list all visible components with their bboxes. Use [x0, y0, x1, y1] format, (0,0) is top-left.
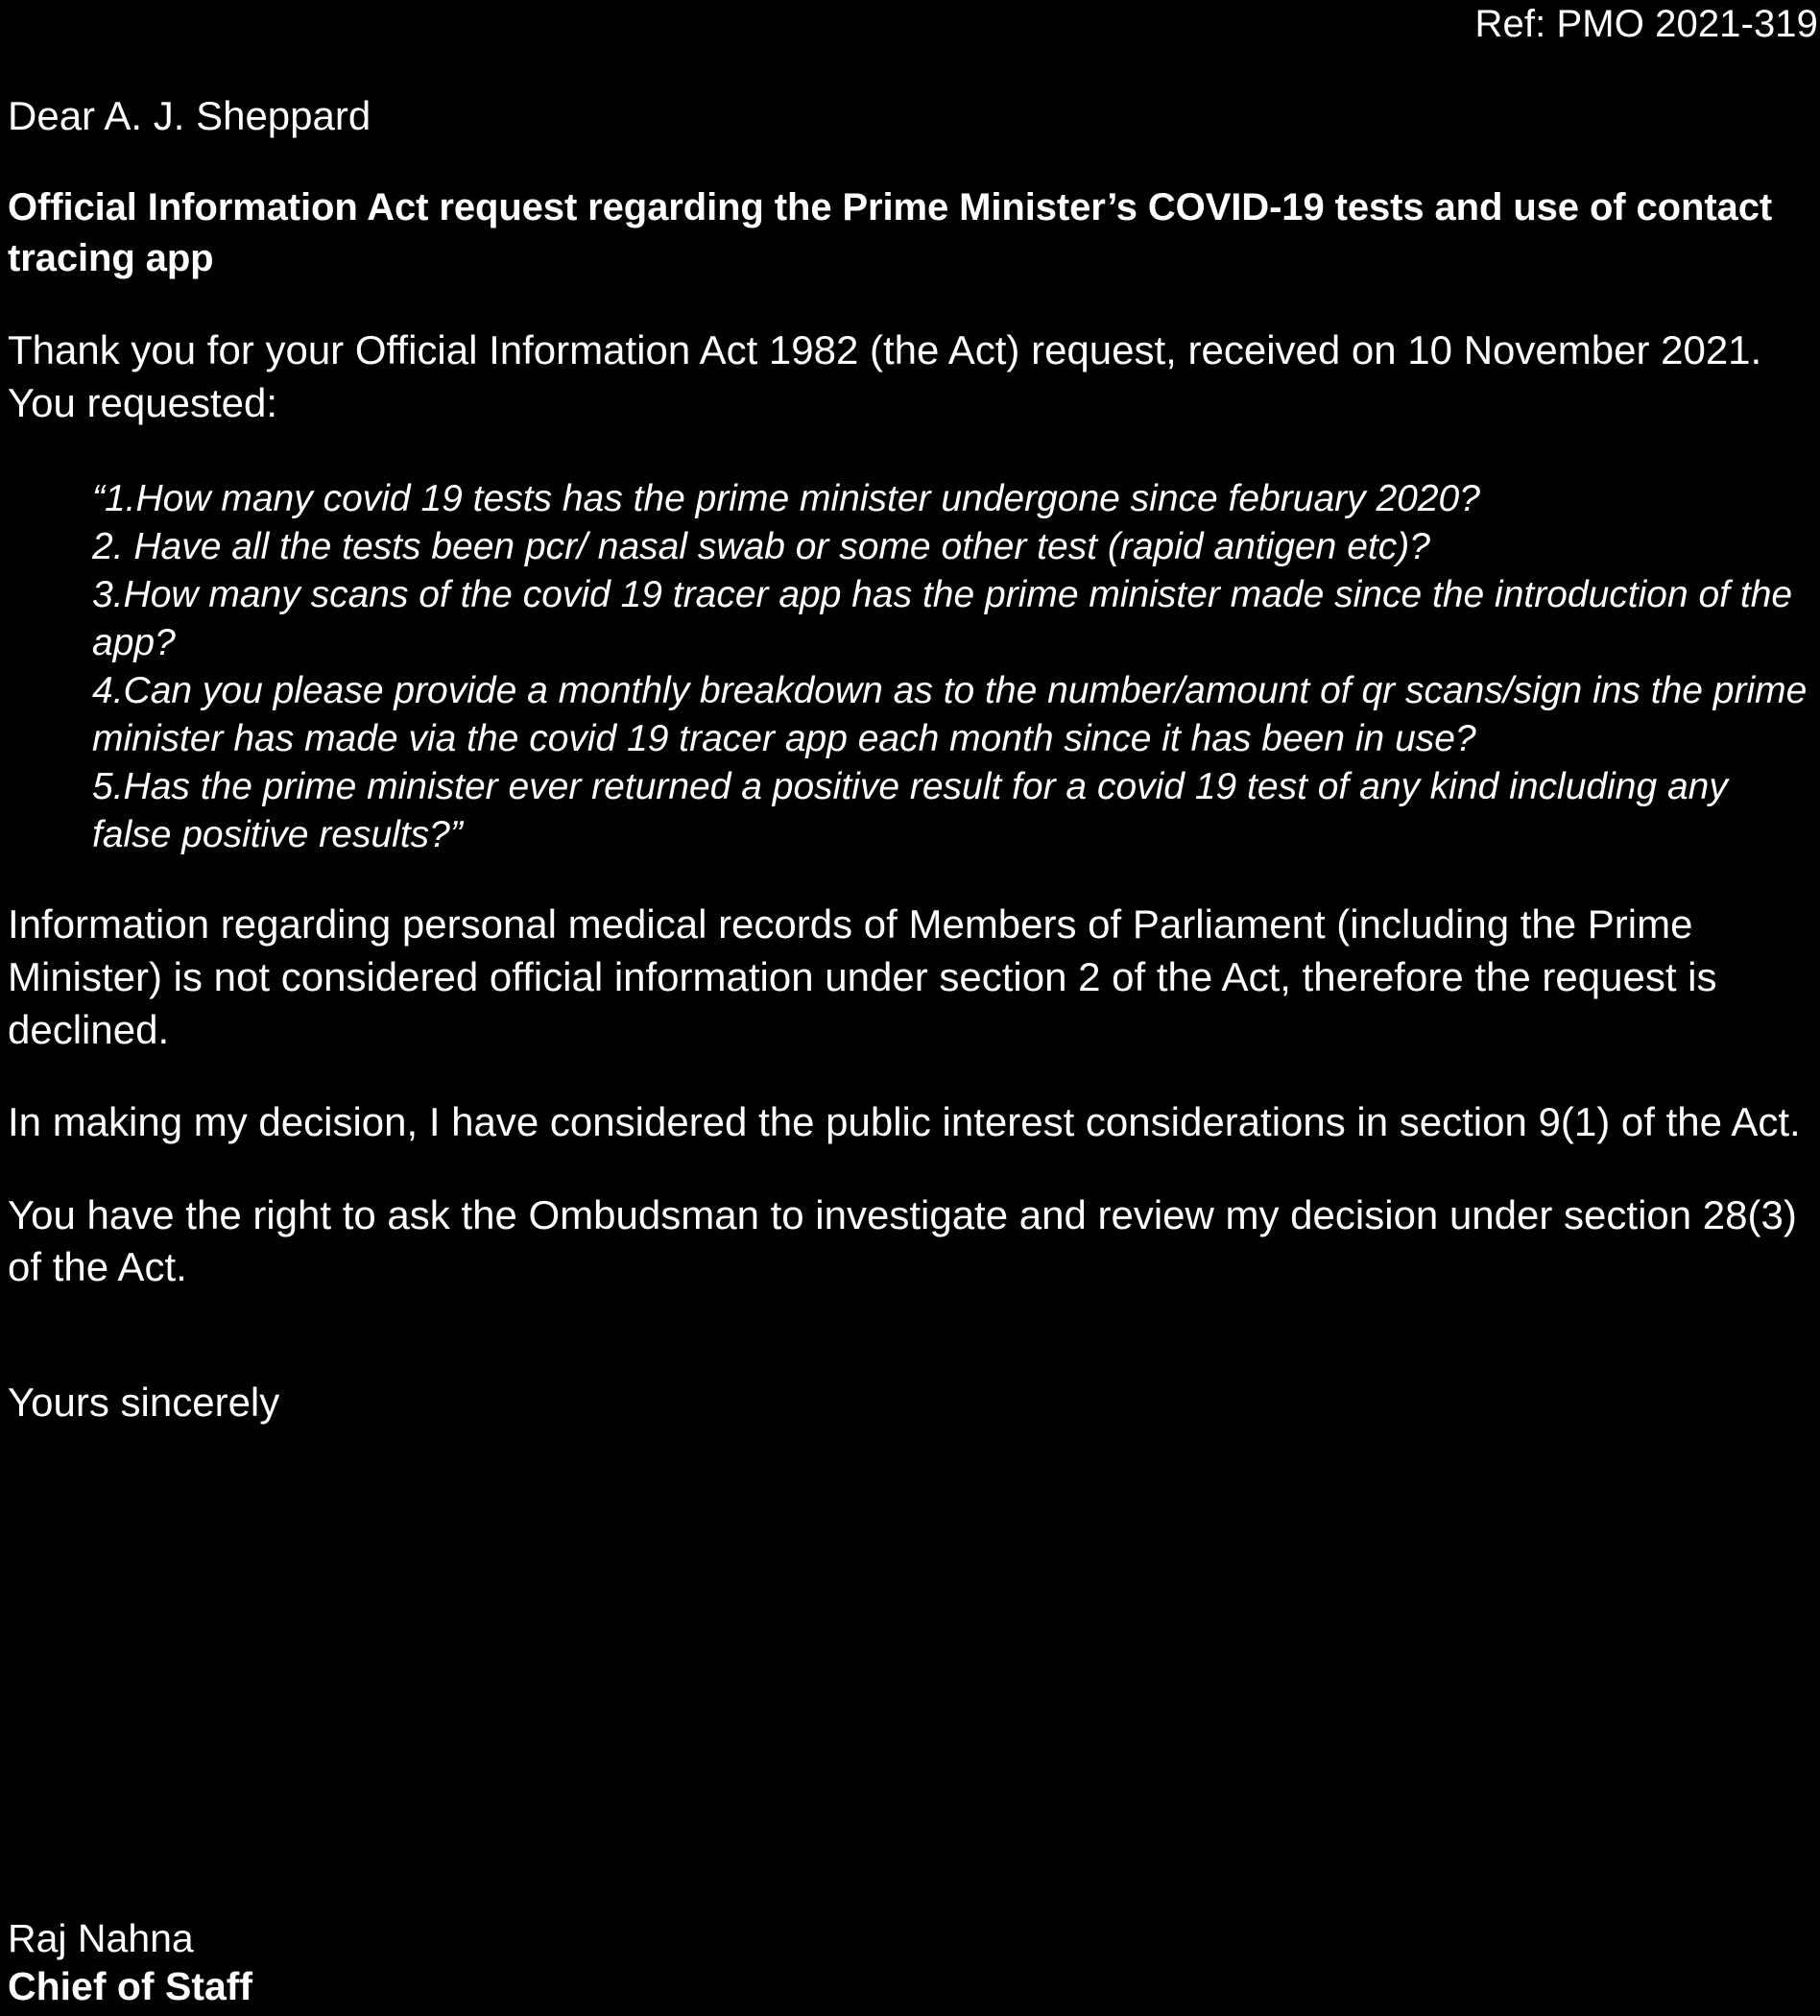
body-paragraph-3: You have the right to ask the Ombudsman to investigate and review my decision under section 28(3) of the Act.: [8, 1191, 1797, 1290]
quoted-request-line-1: “1.How many covid 19 tests has the prime minister undergone since february 2020?: [92, 478, 1480, 520]
body-paragraph-1: Information regarding personal medical records of Members of Parliament (including the Prime Minister) is not considered official information under section 2 of the Act, therefore the request is declined.: [8, 901, 1717, 1052]
quoted-request-line-5: 5.Has the prime minister ever returned a positive result for a covid 19 test of any kind including any false positive results?”: [92, 765, 1728, 855]
subject-heading: Official Information Act request regarding the Prime Minister’s COVID-19 tests and use of contact tracing app: [8, 186, 1773, 280]
signatory-title: Chief of Staff: [8, 1963, 253, 2008]
intro-paragraph: Thank you for your Official Information Act 1982 (the Act) request, received on 10 November 2021. You requested:: [8, 326, 1762, 425]
body-paragraph-2: In making my decision, I have considered the public interest considerations in section 9(1) of the Act.: [8, 1099, 1801, 1145]
quoted-request-line-4: 4.Can you please provide a monthly breakdown as to the number/amount of qr scans/sign ins the prime minister has made via the covid 19 tracer app each month since it has been in use?: [92, 669, 1808, 759]
reference-number: Ref: PMO 2021-319: [1474, 3, 1818, 45]
salutation: Dear A. J. Sheppard: [8, 93, 371, 138]
signature-block: [8, 1914, 252, 2010]
signoff: Yours sincerely: [8, 1379, 280, 1425]
signatory-name: Raj Nahna: [8, 1915, 194, 1960]
quoted-request: [92, 475, 1810, 858]
quoted-request-line-2: 2. Have all the tests been pcr/ nasal swab or some other test (rapid antigen etc)?: [92, 526, 1430, 568]
quoted-request-line-3: 3.How many scans of the covid 19 tracer app has the prime minister made since the introduction of the app?: [92, 573, 1793, 663]
